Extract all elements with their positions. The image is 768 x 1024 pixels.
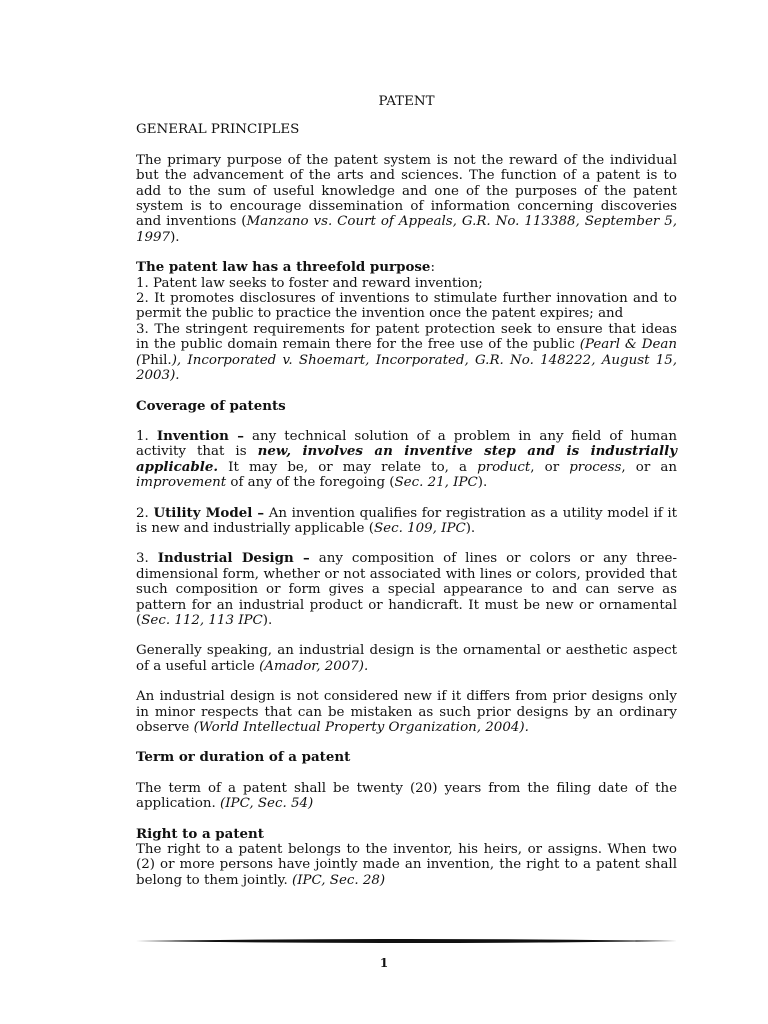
invention-text-5: of any of the foregoing ( <box>226 475 395 491</box>
right-citation: (IPC, Sec. 28) <box>291 872 386 888</box>
not-new-paragraph <box>136 689 677 735</box>
generally-citation: (Amador, 2007). <box>259 658 369 674</box>
invention-improvement: improvement <box>136 475 227 491</box>
term-paragraph <box>136 781 677 812</box>
invention-text-2: It may be, or may relate to, a <box>218 459 478 475</box>
design-term: Industrial Design – <box>157 550 310 567</box>
coverage-invention <box>136 429 677 491</box>
coverage-heading: Coverage of patents <box>136 397 286 414</box>
invention-text-3: , or <box>530 459 570 475</box>
utility-end: ). <box>465 520 476 536</box>
design-text: any composition of lines or colors or any three-dimensional form, whether or not associated with lines or colors, provided that such composition or form gives a special appearance to and can serve as pattern for an industrial product or handicraft. It must be new or ornamental ( <box>136 551 677 628</box>
invention-emphasis: new, involves an inventive step and is industrially applicable. <box>136 443 678 475</box>
threefold-item-3-text: 3. The stringent requirements for patent protection seek to ensure that ideas in the public domain remain there for the free use of the public <box>136 321 677 353</box>
right-text: The right to a patent belongs to the inventor, his heirs, or assigns. When two (2) or more persons have jointly made an invention, the right to a patent shall belong to them jointly. <box>136 842 677 888</box>
invention-product: product <box>477 459 531 475</box>
threefold-item-3-citation: (Pearl & Dean ( <box>136 337 677 368</box>
generally-text: Generally speaking, an industrial design is the ornamental or aesthetic aspect of a useful article <box>136 643 677 674</box>
coverage-industrial-design <box>136 551 677 628</box>
invention-number: 1. <box>136 428 157 444</box>
design-number: 3. <box>136 551 158 567</box>
threefold-item-3-citation-end: ), Incorporated v. Shoemart, Incorporated, G.R. No. 148222, August 15, 2003). <box>136 352 677 384</box>
term-text: The term of a patent shall be twenty (20) years from the filing date of the application. <box>136 780 677 812</box>
intro-end: ). <box>170 229 180 245</box>
threefold-heading-text: The patent law has a threefold purpose <box>136 259 431 276</box>
invention-text-1: any technical solution of a problem in any field of human activity that is <box>136 428 677 460</box>
right-paragraph <box>136 842 677 888</box>
invention-citation: Sec. 21, IPC <box>394 475 478 491</box>
threefold-item-3 <box>136 322 677 384</box>
utility-number: 2. <box>136 505 154 521</box>
invention-end: ). <box>477 475 488 491</box>
design-end: ). <box>262 612 273 628</box>
intro-text: The primary purpose of the patent system is not the reward of the individual but the advancement of the arts and sciences. The function of a patent is to add to the sum of useful knowledge and one of the purposes of the patent system is to encourage dissemination of information concerning discoveries and inventions ( <box>136 152 677 230</box>
footer-divider <box>136 938 677 944</box>
right-heading: Right to a patent <box>136 825 264 842</box>
invention-term: Invention – <box>156 427 244 444</box>
term-heading: Term or duration of a patent <box>136 749 351 766</box>
invention-process: process <box>569 459 622 475</box>
invention-text-4: , or an <box>621 459 677 475</box>
document-title: PATENT <box>378 94 435 109</box>
utility-citation: Sec. 109, IPC <box>373 520 466 536</box>
page-number: 1 <box>379 956 389 970</box>
utility-term: Utility Model – <box>153 504 265 521</box>
term-citation: (IPC, Sec. 54) <box>220 796 314 812</box>
threefold-item-1: 1. Patent law seeks to foster and reward invention; <box>136 275 483 291</box>
threefold-purpose-block <box>136 260 677 383</box>
intro-citation: Manzano vs. Court of Appeals, G.R. No. 113388, September 5, 1997 <box>136 214 677 245</box>
design-citation: Sec. 112, 113 IPC <box>141 612 263 628</box>
intro-paragraph <box>136 153 677 245</box>
not-new-text: An industrial design is not considered new if it differs from prior designs only in minor respects that can be mistaken as such prior designs by an ordinary observe <box>136 689 677 735</box>
threefold-item-2: 2. It promotes disclosures of inventions to stimulate further innovation and to permit the public to practice the invention once the patent expires; and <box>136 291 677 322</box>
document-body <box>136 94 677 888</box>
threefold-heading-colon: : <box>430 260 435 276</box>
coverage-utility-model <box>136 506 677 537</box>
section-heading-general-principles: GENERAL PRINCIPLES <box>136 122 300 138</box>
threefold-item-3-phil: Phil. <box>141 352 172 368</box>
threefold-heading <box>136 260 677 275</box>
utility-text: An invention qualifies for registration as a utility model if it is new and industrially applicable ( <box>136 505 677 536</box>
not-new-citation: (World Intellectual Property Organization, 2004). <box>193 720 529 735</box>
generally-speaking-paragraph <box>136 643 677 674</box>
